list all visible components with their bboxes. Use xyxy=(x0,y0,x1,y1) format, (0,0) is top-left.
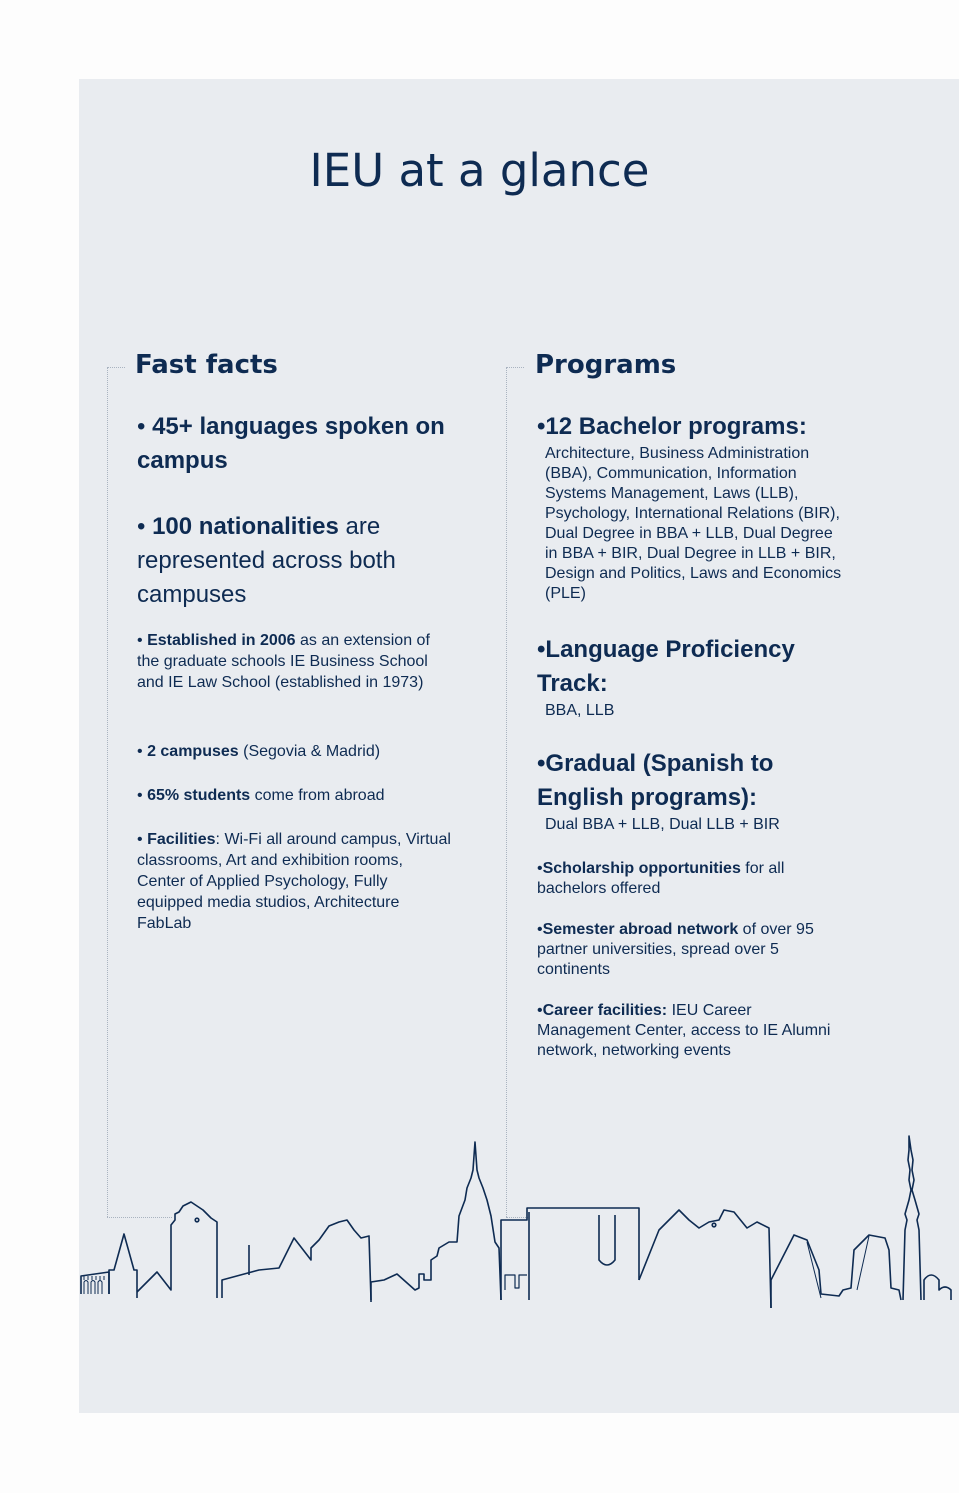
program-semester-abroad: •Semester abroad network of over 95 partner universities, spread over 5 continents xyxy=(537,921,814,978)
page-title: IEU at a glance xyxy=(309,144,650,197)
fast-fact-established: • Established in 2006 as an extension of the graduate schools IE Business School and IE Law School (established in 1973) xyxy=(137,632,430,691)
fast-fact-big-2: • 100 nationalities are represented across both campuses xyxy=(137,513,396,608)
city-skyline-illustration xyxy=(79,1130,959,1310)
fast-fact-big-1: • 45+ languages spoken on campus xyxy=(137,413,445,474)
fast-facts-guide-left xyxy=(107,367,108,1217)
program-bachelors: •12 Bachelor programs: Architecture, Business Administration (BBA), Communication, Information Systems Management, Laws (LLB), Psychology, International Relations (BIR), Dual Degree in BBA + LLB, Dual Degree in BBA + BIR, Dual Degree in LLB + BIR, Design and Politics, Laws and Economics (PLE) xyxy=(537,413,842,602)
program-language-track: •Language Proficiency Track: BBA, LLB xyxy=(537,636,795,719)
program-career: •Career facilities: IEU Career Management Center, access to IE Alumni network, networking events xyxy=(537,1002,831,1059)
program-scholarships: •Scholarship opportunities for all bachelors offered xyxy=(537,860,785,897)
programs-guide-left xyxy=(506,367,507,1217)
program-gradual: •Gradual (Spanish to English programs): Dual BBA + LLB, Dual LLB + BIR xyxy=(537,750,780,833)
fast-fact-campuses: • 2 campuses (Segovia & Madrid) xyxy=(137,743,381,760)
programs-heading: Programs xyxy=(535,350,677,380)
fast-fact-students: • 65% students come from abroad xyxy=(137,787,385,804)
programs-guide-top xyxy=(506,367,524,368)
fast-fact-facilities: • Facilities: Wi-Fi all around campus, Virtual classrooms, Art and exhibition rooms, Center of Applied Psychology, Fully equipped media studios, Architecture FabLab xyxy=(137,831,451,932)
fast-facts-heading: Fast facts xyxy=(135,350,278,380)
fast-facts-guide-top xyxy=(107,367,125,368)
